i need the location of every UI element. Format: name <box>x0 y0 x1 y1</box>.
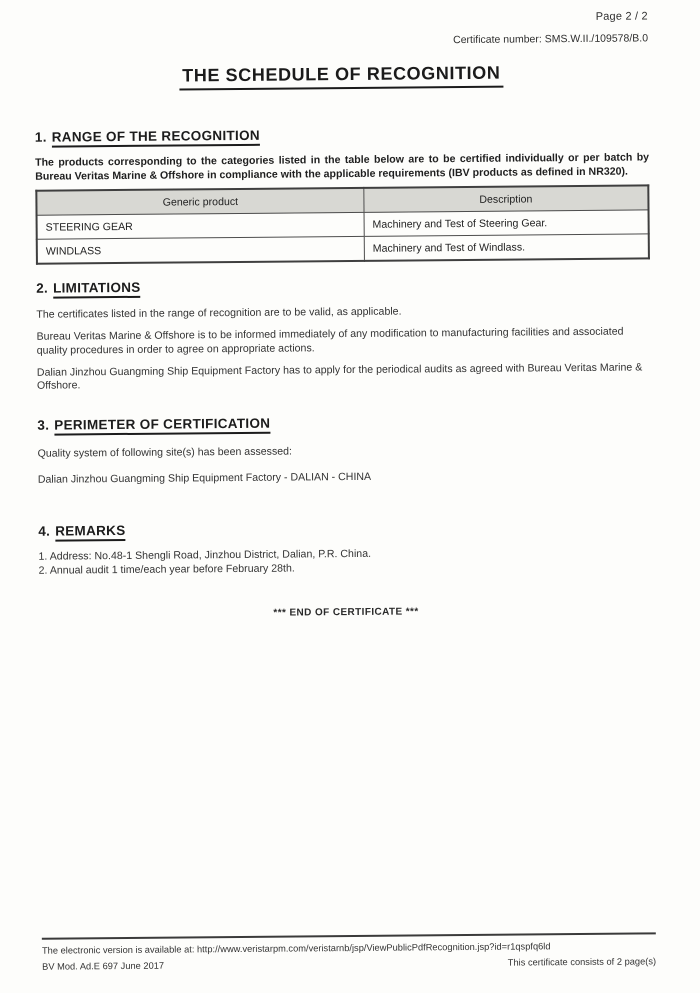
remark-item: 1. Address: No.48-1 Shengli Road, Jinzhou District, Dalian, P.R. China. <box>38 547 372 563</box>
section-number-remarks: 4. <box>38 523 51 539</box>
document-title <box>34 61 648 91</box>
form-code: BV Mod. Ad.E 697 June 2017 <box>42 960 165 972</box>
section-title-perimeter: PERIMETER OF CERTIFICATION <box>54 416 270 436</box>
cell-description: Machinery and Test of Windlass. <box>364 234 649 261</box>
section-number-range: 1. <box>34 129 47 145</box>
page-indicator: Page 2 / 2 <box>595 10 648 23</box>
section-title-limitations: LIMITATIONS <box>53 280 141 299</box>
cell-generic-product: WINDLASS <box>37 237 365 264</box>
end-of-certificate-marker: *** END OF CERTIFICATE *** <box>273 606 419 619</box>
remarks-list <box>38 544 652 578</box>
perimeter-paragraph: Quality system of following site(s) has been assessed: <box>37 445 293 460</box>
page-footer <box>42 932 656 971</box>
remark-item: 2. Annual audit 1 time/each year before February 28th. <box>38 562 295 577</box>
footer-rule <box>42 932 656 939</box>
range-body-paragraph: The products corresponding to the categories listed in the table below are to be certified individually or per batch by Bureau Veritas Marine & Offshore in compliance with the applicable requirements (IBV products as defined in NR320). <box>35 151 650 183</box>
section-number-limitations: 2. <box>36 280 49 297</box>
limitations-paragraph: Bureau Veritas Marine & Offshore is to be informed immediately of any modification to manufacturing facilities and associated quality procedures in order to agree on appropriate actions. <box>36 325 624 357</box>
cell-description: Machinery and Test of Steering Gear. <box>364 210 649 236</box>
section-heading-remarks <box>38 518 652 541</box>
perimeter-site-line: Dalian Jinzhou Guangming Ship Equipment Factory - DALIAN - CHINA <box>37 470 372 486</box>
page-count-note: This certificate consists of 2 page(s) <box>507 956 657 968</box>
section-heading-limitations <box>36 276 650 299</box>
document-title-text: THE SCHEDULE OF RECOGNITION <box>179 62 503 90</box>
limitations-paragraph: The certificates listed in the range of recognition are to be valid, as applicable. <box>36 305 402 322</box>
cell-generic-product: STEERING GEAR <box>37 213 365 240</box>
limitations-paragraph: Dalian Jinzhou Guangming Ship Equipment Factory has to apply for the periodical audits as agreed with Bureau Veritas Marine & Offshore. <box>36 361 643 393</box>
page-meta <box>34 10 648 50</box>
certificate-number-label: Certificate number: <box>453 33 542 47</box>
electronic-version-note: The electronic version is available at: http://www.veristarpm.com/veristarnb/jsp/ViewPublicPdfRecognition.jsp?id=r1qspfq6ld <box>41 941 551 956</box>
column-header-description: Description <box>364 186 649 213</box>
table-row <box>37 234 649 264</box>
column-header-generic-product: Generic product <box>36 188 364 215</box>
section-heading-range <box>35 124 649 147</box>
section-title-remarks: REMARKS <box>55 523 126 542</box>
products-table <box>35 185 650 265</box>
certificate-number-line <box>34 33 648 51</box>
section-number-perimeter: 3. <box>37 417 50 433</box>
section-heading-perimeter <box>37 413 651 436</box>
section-title-range: RANGE OF THE RECOGNITION <box>52 128 260 148</box>
footer-bottom-row <box>42 956 656 971</box>
certificate-number-value: SMS.W.II./109578/B.0 <box>544 32 649 46</box>
